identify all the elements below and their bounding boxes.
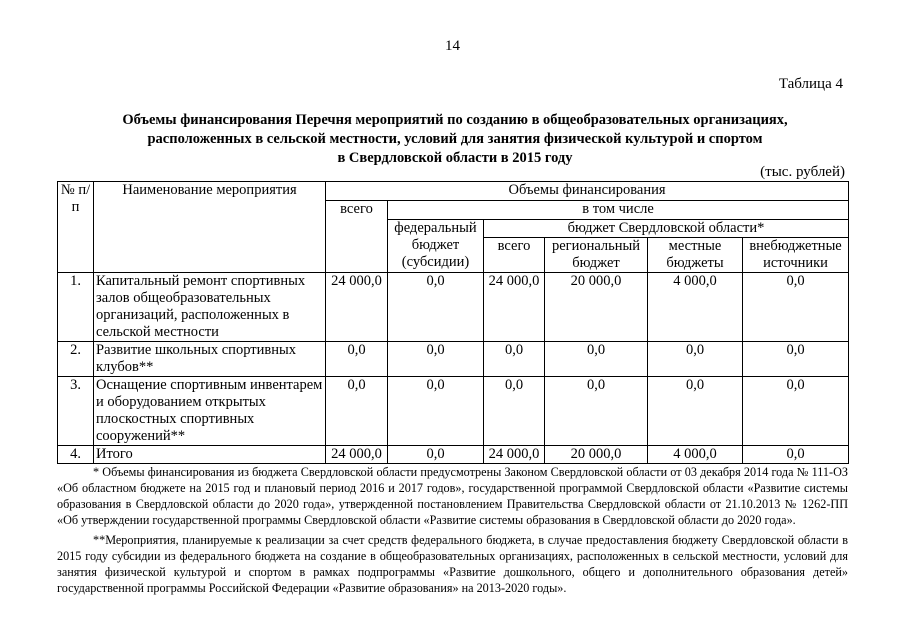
table-label: Таблица 4 xyxy=(778,76,843,92)
row-total: 0,0 xyxy=(326,342,388,377)
row-offbudget: 0,0 xyxy=(743,273,849,342)
table-row-total xyxy=(58,446,849,464)
row-name: Итого xyxy=(94,446,326,464)
row-name: Оснащение спортивным инвентарем и оборудованием открытых плоскостных спортивных сооружений** xyxy=(94,377,326,446)
header-regional: региональный бюджет xyxy=(545,238,648,273)
footnotes xyxy=(57,464,848,596)
row-offbudget: 0,0 xyxy=(743,377,849,446)
document-title xyxy=(60,111,850,168)
row-regional: 20 000,0 xyxy=(545,446,648,464)
row-total: 24 000,0 xyxy=(326,273,388,342)
page-number: 14 xyxy=(445,38,460,54)
row-name: Развитие школьных спортивных клубов** xyxy=(94,342,326,377)
row-reg-total: 24 000,0 xyxy=(484,273,545,342)
row-federal: 0,0 xyxy=(388,446,484,464)
header-reg-total: всего xyxy=(484,238,545,273)
row-offbudget: 0,0 xyxy=(743,342,849,377)
header-total: всего xyxy=(326,201,388,273)
footnote-1: * Объемы финансирования из бюджета Свердловской области предусмотрены Законом Свердловской области от 03 декабря 2014 года № 111-ОЗ «Об областном бюджете на 2015 год и плановый период 2016 и 2017 годов», государственной программой Свердловской области «Развитие системы образования в Свердловской области до 2020 года», утвержденной постановлением Правительства Свердловской области от 21.10.2013 № 1262-ПП «Об утверждении государственной программы Свердловской области «Развитие системы образования в Свердловской области до 2020 года». xyxy=(57,465,848,527)
title-line-2: расположенных в сельской местности, условий для занятия физической культурой и спортом xyxy=(147,131,763,147)
units-label: (тыс. рублей) xyxy=(760,164,845,180)
financing-table xyxy=(57,181,849,464)
table-row xyxy=(58,273,849,342)
footnote-2: **Мероприятия, планируемые к реализации за счет средств федерального бюджета, в случае предоставления бюджету Свердловской области в 2015 году субсидии из федерального бюджета на создание в общеобразовательных организациях, расположенных в сельской местности, условий для занятия физической культурой и спортом в рамках подпрограммы «Развитие дошкольного, общего и дополнительного образования детей» государственной программы Российской Федерации «Развитие образования» на 2013-2020 годы». xyxy=(57,533,848,595)
table-row xyxy=(58,342,849,377)
row-regional: 0,0 xyxy=(545,377,648,446)
row-federal: 0,0 xyxy=(388,377,484,446)
header-num: № п/п xyxy=(58,182,94,273)
row-regional: 0,0 xyxy=(545,342,648,377)
row-local: 4 000,0 xyxy=(648,273,743,342)
row-reg-total: 24 000,0 xyxy=(484,446,545,464)
row-local: 0,0 xyxy=(648,377,743,446)
row-reg-total: 0,0 xyxy=(484,377,545,446)
title-line-1: Объемы финансирования Перечня мероприятий по созданию в общеобразовательных организациях, xyxy=(122,112,788,128)
row-num: 1. xyxy=(58,273,94,342)
row-reg-total: 0,0 xyxy=(484,342,545,377)
row-num: 2. xyxy=(58,342,94,377)
row-regional: 20 000,0 xyxy=(545,273,648,342)
row-num: 3. xyxy=(58,377,94,446)
header-volumes: Объемы финансирования xyxy=(326,182,849,201)
row-num: 4. xyxy=(58,446,94,464)
row-federal: 0,0 xyxy=(388,342,484,377)
header-regional-budget: бюджет Свердловской области* xyxy=(484,220,849,238)
row-name: Капитальный ремонт спортивных залов общеобразовательных организаций, расположенных в сельской местности xyxy=(94,273,326,342)
row-federal: 0,0 xyxy=(388,273,484,342)
header-name: Наименование мероприятия xyxy=(94,182,326,273)
header-local: местные бюджеты xyxy=(648,238,743,273)
row-local: 0,0 xyxy=(648,342,743,377)
table-row xyxy=(58,377,849,446)
row-local: 4 000,0 xyxy=(648,446,743,464)
header-federal: федеральный бюджет (субсидии) xyxy=(388,220,484,273)
header-offbudget: внебюджетные источники xyxy=(743,238,849,273)
row-offbudget: 0,0 xyxy=(743,446,849,464)
header-including: в том числе xyxy=(388,201,849,220)
row-total: 24 000,0 xyxy=(326,446,388,464)
row-total: 0,0 xyxy=(326,377,388,446)
title-line-3: в Свердловской области в 2015 году xyxy=(337,150,573,166)
